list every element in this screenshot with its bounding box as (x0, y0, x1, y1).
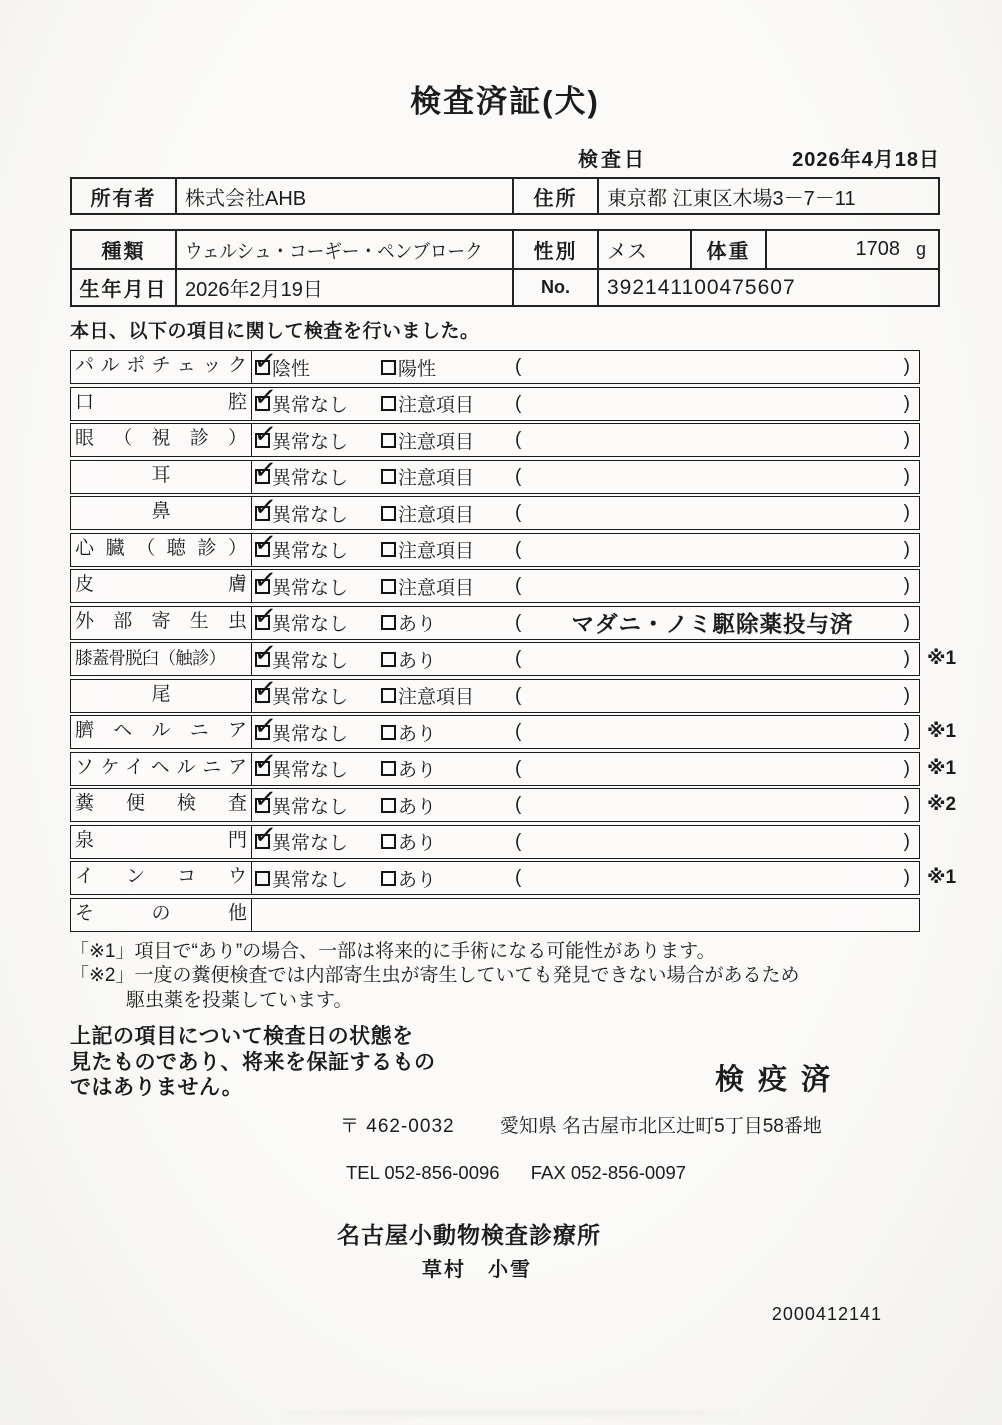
option-primary (252, 818, 381, 855)
ref-mark (920, 569, 927, 603)
ref-mark (920, 533, 927, 567)
option-secondary (381, 646, 515, 673)
paren-open: ( (515, 721, 522, 742)
pet-table (70, 229, 940, 307)
checklist-row (70, 636, 970, 676)
birth-value: 2026年2月19日 (175, 268, 512, 305)
option-label: あり (398, 723, 437, 745)
check-mark-icon: ✓ (252, 636, 279, 669)
disclaimer (70, 1024, 940, 1101)
checklist-row-box (70, 636, 920, 676)
paren-open: ( (515, 684, 522, 706)
paren-close: ) (903, 502, 910, 523)
remark-parentheses (515, 648, 919, 670)
option-label: 異常なし (272, 504, 349, 526)
check-mark-icon: ✓ (252, 453, 279, 487)
clinic-fax: FAX 052-856-0097 (530, 1161, 687, 1183)
paren-close: ) (903, 392, 910, 414)
option-label: 陰性 (272, 358, 311, 380)
checklist-intro: 本日、以下の項目に関して検査を行いました。 (70, 321, 480, 342)
checklist-row-box (70, 490, 920, 530)
option-label: 異常なし (272, 614, 349, 635)
checklist-row (70, 380, 970, 421)
paren-open: ( (515, 648, 522, 669)
option-label: 陽性 (398, 358, 437, 380)
check-mark-icon: ✓ (252, 526, 279, 560)
check-mark-icon: ✓ (252, 344, 279, 377)
remark-parentheses (515, 685, 919, 707)
checklist-item-label: 皮膚 (71, 570, 252, 602)
disclaimer-line-3: ではありません。 (70, 1076, 244, 1099)
option-primary (252, 490, 381, 527)
checkbox[interactable] (381, 798, 396, 813)
checklist-item-label: 耳 (71, 461, 252, 493)
check-mark-icon: ✓ (252, 490, 279, 523)
breed-text: ウェルシュ・コーギー・ペンブローク (185, 241, 483, 263)
paren-open: ( (515, 538, 522, 560)
paren-open: ( (515, 356, 522, 377)
checklist-item-label: 鼻 (71, 497, 252, 529)
option-secondary (381, 865, 515, 892)
option-secondary (381, 354, 515, 381)
breed-value (175, 231, 512, 268)
checklist-row-content (252, 599, 919, 639)
option-primary (252, 672, 381, 709)
owner-table (70, 177, 940, 215)
option-primary (252, 599, 381, 636)
exam-date-label: 検査日 (578, 149, 647, 171)
option-label: 注意項目 (398, 577, 475, 599)
quarantine-passed-stamp: 検疫済 (714, 1064, 844, 1096)
checklist-row-box (70, 599, 920, 640)
option-secondary (381, 390, 515, 417)
option-primary (252, 380, 381, 417)
ref-mark: ※1 (927, 867, 957, 888)
checklist-item-label: 口腔 (71, 388, 252, 420)
checklist-row-content (252, 453, 919, 493)
ref-mark: ※1 (927, 757, 957, 779)
checklist-row-content (252, 636, 919, 675)
option-primary (252, 344, 381, 381)
owner-name: 株式会社AHB (175, 179, 512, 213)
paren-close: ) (903, 538, 910, 560)
paren-open: ( (515, 465, 522, 487)
ref-mark: ※2 (927, 794, 957, 815)
option-label: 注意項目 (398, 687, 475, 708)
remark-parentheses (515, 831, 919, 853)
checklist-item-label: 外部寄生虫 (71, 607, 252, 639)
option-secondary (381, 828, 515, 855)
checklist-row-content (252, 899, 919, 931)
option-label: 異常なし (272, 541, 349, 562)
checkbox[interactable] (381, 834, 396, 849)
checkbox[interactable] (381, 688, 396, 703)
remark-parentheses (515, 607, 919, 639)
checklist-row (70, 417, 970, 457)
checked-checkbox[interactable] (252, 782, 279, 815)
ref-mark (920, 679, 927, 713)
check-mark-icon: ✓ (252, 709, 279, 742)
checkbox[interactable] (381, 652, 396, 667)
checklist-row (70, 563, 970, 603)
checklist-row-content (252, 745, 919, 785)
paren-open: ( (515, 867, 522, 888)
paren-open: ( (515, 794, 522, 815)
examiner-name: 草村 小雪 (422, 1258, 532, 1281)
checked-checkbox[interactable] (252, 344, 279, 377)
exam-date-value: 2026年4月18日 (792, 149, 940, 171)
checklist-row-content (252, 380, 919, 420)
paren-close: ) (903, 867, 910, 888)
checklist-item-label: 臍ヘルニア (71, 716, 252, 748)
paren-open: ( (515, 502, 522, 523)
birth-label: 生年月日 (72, 268, 175, 305)
checklist-row-box (70, 417, 920, 457)
checked-checkbox[interactable] (252, 526, 279, 560)
option-secondary (381, 427, 515, 454)
owner-address-label: 住所 (512, 179, 597, 213)
checklist-item-label: パルポチェック (71, 351, 252, 383)
check-mark-icon: ✓ (252, 599, 279, 633)
sex-label: 性別 (512, 231, 597, 268)
clinic-tel: TEL 052-856-0096 (346, 1161, 500, 1183)
id-number-value: 392141100475607 (597, 268, 938, 305)
sex-value: メス (597, 231, 690, 268)
option-label: 注意項目 (398, 431, 475, 453)
checklist-row-content (252, 490, 919, 529)
checkbox[interactable] (381, 542, 396, 557)
check-mark-icon: ✓ (252, 818, 279, 852)
checklist-row-content (252, 862, 919, 894)
checked-checkbox[interactable] (252, 709, 279, 742)
option-label: 注意項目 (398, 468, 475, 489)
checklist-row-content (252, 782, 919, 821)
option-label: 異常なし (272, 833, 349, 854)
remark-parentheses (515, 429, 919, 451)
clinic-postal-code: 〒 462-0032 (340, 1115, 455, 1137)
checkbox[interactable] (255, 871, 270, 886)
option-label: 異常なし (272, 431, 349, 453)
checked-checkbox[interactable] (252, 672, 279, 706)
checklist-row-content (252, 672, 919, 712)
option-label: 異常なし (272, 760, 349, 781)
remark-parentheses (515, 393, 919, 415)
checklist-row (70, 898, 970, 932)
remark-parentheses (515, 575, 919, 597)
remark-parentheses (515, 721, 919, 743)
checked-checkbox[interactable] (252, 380, 279, 414)
option-label: あり (398, 760, 437, 781)
checklist-row (70, 818, 970, 859)
checklist-row-box (70, 709, 920, 749)
option-primary (252, 563, 381, 600)
paren-close: ) (903, 429, 910, 450)
paren-close: ) (903, 757, 910, 779)
disclaimer-line-2: 見たものであり、将来を保証するもの (70, 1050, 436, 1074)
weight-value: 1708 (855, 238, 900, 260)
checklist-row (70, 709, 970, 749)
paren-close: ) (903, 648, 910, 669)
option-primary (252, 453, 381, 490)
checked-checkbox[interactable] (252, 745, 279, 779)
option-label: 異常なし (272, 723, 349, 745)
remark-parentheses (515, 867, 919, 889)
option-primary (252, 782, 381, 819)
page-title: 検査済証(犬) (410, 84, 600, 119)
checklist-row-box (70, 563, 920, 603)
checkbox[interactable] (381, 579, 396, 594)
option-primary (252, 636, 381, 673)
remark-parentheses (515, 794, 919, 816)
paren-close: ) (903, 611, 910, 633)
checked-checkbox[interactable] (252, 636, 279, 669)
check-mark-icon: ✓ (252, 563, 279, 596)
paren-open: ( (515, 757, 522, 779)
paren-open: ( (515, 830, 522, 852)
option-label: 注意項目 (398, 395, 475, 416)
option-label: 異常なし (272, 869, 349, 891)
ref-mark (920, 606, 927, 640)
ref-mark (920, 460, 927, 494)
checklist-row-box (70, 344, 920, 384)
checklist-row-box (70, 818, 920, 859)
option-secondary (381, 682, 515, 709)
paren-close: ) (903, 830, 910, 852)
option-primary (252, 745, 381, 782)
checklist-item-label: 心臓（聴診） (71, 534, 252, 566)
weight-label: 体重 (690, 231, 765, 268)
checklist-row-box (70, 526, 920, 567)
option-secondary (381, 536, 515, 563)
checklist-row-content (252, 344, 919, 383)
checklist-row (70, 672, 970, 713)
option-label: 注意項目 (398, 541, 475, 562)
check-mark-icon: ✓ (252, 417, 279, 450)
checked-checkbox[interactable] (252, 453, 279, 487)
ref-mark (920, 387, 927, 421)
checked-checkbox[interactable] (252, 818, 279, 852)
checkbox[interactable] (381, 871, 396, 886)
breed-label: 種類 (101, 241, 146, 263)
owner-label: 所有者 (90, 187, 157, 210)
check-mark-icon: ✓ (252, 782, 279, 815)
checklist-row-box (70, 745, 920, 786)
paren-open: ( (515, 429, 522, 450)
ref-mark (920, 898, 927, 932)
checked-checkbox[interactable] (252, 563, 279, 596)
check-mark-icon: ✓ (252, 745, 279, 779)
checkbox[interactable] (381, 506, 396, 521)
footnote-2-cont: 駆虫薬を投薬しています。 (126, 989, 353, 1011)
paren-open: ( (515, 611, 522, 633)
paren-close: ) (903, 721, 910, 742)
paren-open: ( (515, 575, 522, 596)
option-secondary (381, 500, 515, 527)
option-primary (252, 709, 381, 746)
checklist-row-box (70, 898, 920, 932)
checked-checkbox[interactable] (252, 417, 279, 450)
checklist-row (70, 599, 970, 640)
clinic-name: 名古屋小動物検査診療所 (337, 1221, 601, 1248)
paren-close: ) (903, 684, 910, 706)
checkbox[interactable] (381, 615, 396, 630)
clinic-phone-line (346, 1162, 940, 1184)
id-number-label: No. (512, 268, 597, 305)
ref-mark: ※1 (927, 648, 957, 669)
exam-date-row (70, 143, 940, 172)
checklist-row-content (252, 563, 919, 602)
disclaimer-line-1: 上記の項目について検査日の状態を (70, 1025, 414, 1048)
option-label: 異常なし (272, 796, 349, 818)
option-label: 異常なし (272, 687, 349, 708)
option-label: 異常なし (272, 395, 349, 416)
option-label: あり (398, 833, 437, 854)
checklist-row (70, 861, 970, 895)
option-secondary (381, 792, 515, 819)
option-label: 注意項目 (398, 504, 475, 526)
paren-open: ( (515, 392, 522, 414)
option-label: あり (398, 869, 437, 891)
footnote-1: 「※1」項目で“あり”の場合、一部は将来的に手術になる可能性があります。 (70, 940, 716, 962)
ref-mark: ※1 (927, 721, 957, 742)
checklist-item-label: 眼（視診） (71, 424, 252, 456)
checkbox[interactable] (381, 725, 396, 740)
checklist-row-box (70, 861, 920, 895)
checklist-row (70, 526, 970, 567)
remark-text: マダニ・ノミ駆除薬投与済 (571, 611, 854, 637)
checked-checkbox[interactable] (252, 599, 279, 633)
option-primary (252, 417, 381, 454)
ref-mark (920, 423, 927, 457)
checkbox[interactable] (381, 761, 396, 776)
checklist-row-box (70, 782, 920, 822)
remark-parentheses (515, 356, 919, 378)
footnotes (70, 940, 940, 1014)
paren-close: ) (903, 794, 910, 815)
checklist-row-box (70, 453, 920, 494)
checklist-row-box (70, 380, 920, 421)
option-secondary (381, 573, 515, 600)
remark-parentheses (515, 502, 919, 524)
remark-parentheses (515, 466, 919, 488)
checked-checkbox[interactable] (252, 490, 279, 523)
checklist-row-content (252, 818, 919, 858)
checklist-table (70, 344, 957, 932)
checkbox[interactable] (381, 469, 396, 484)
checklist-row (70, 453, 970, 494)
check-mark-icon: ✓ (252, 380, 279, 414)
option-primary (252, 526, 381, 563)
remark-parentheses (515, 758, 919, 780)
option-label: あり (398, 650, 437, 672)
remark-parentheses (515, 539, 919, 561)
checklist-row-content (252, 417, 919, 456)
document-serial-number: 2000412141 (771, 1303, 882, 1324)
checklist-row (70, 490, 970, 530)
checkbox[interactable] (381, 360, 396, 375)
checkbox[interactable] (381, 433, 396, 448)
weight-unit: g (915, 239, 926, 259)
option-secondary (381, 719, 515, 746)
option-label: あり (398, 796, 437, 818)
checklist-row-content (252, 526, 919, 566)
check-mark-icon: ✓ (252, 672, 279, 706)
clinic-address: 愛知県 名古屋市北区辻町5丁目58番地 (499, 1115, 822, 1137)
owner-address: 東京都 江東区木場3－7－11 (597, 179, 938, 213)
paren-close: ) (903, 575, 910, 596)
option-label: 異常なし (272, 650, 349, 672)
option-label: あり (398, 614, 437, 635)
checklist-row-box (70, 672, 920, 713)
option-primary (255, 865, 381, 892)
checklist-item-label: ソケイヘルニア (71, 753, 252, 785)
paren-close: ) (903, 356, 910, 377)
checklist-item-label: 尾 (71, 680, 252, 712)
checklist-row-content (252, 709, 919, 748)
checklist-item-label: 泉門 (71, 826, 252, 858)
checklist-row (70, 782, 970, 822)
clinic-address-line (340, 1111, 940, 1138)
option-label: 異常なし (272, 468, 349, 489)
paren-close: ) (903, 465, 910, 487)
option-secondary (381, 609, 515, 636)
checklist-item-label: その他 (71, 899, 252, 931)
ref-mark (920, 496, 927, 530)
checklist-item-label: インコウ (71, 862, 252, 894)
option-secondary (381, 463, 515, 490)
checklist-row (70, 344, 970, 384)
ref-mark (920, 825, 927, 859)
checkbox[interactable] (381, 396, 396, 411)
checklist-item-label: 糞便検査 (71, 789, 252, 821)
checklist-item-label: 膝蓋骨脱臼（触診） (71, 643, 252, 675)
checklist-row (70, 745, 970, 786)
ref-mark (920, 350, 927, 384)
footnote-2: 「※2」一度の糞便検査では内部寄生虫が寄生していても発見できない場合があるため (70, 965, 800, 986)
option-secondary (381, 755, 515, 782)
weight-value-cell (765, 231, 938, 268)
option-label: 異常なし (272, 577, 349, 599)
